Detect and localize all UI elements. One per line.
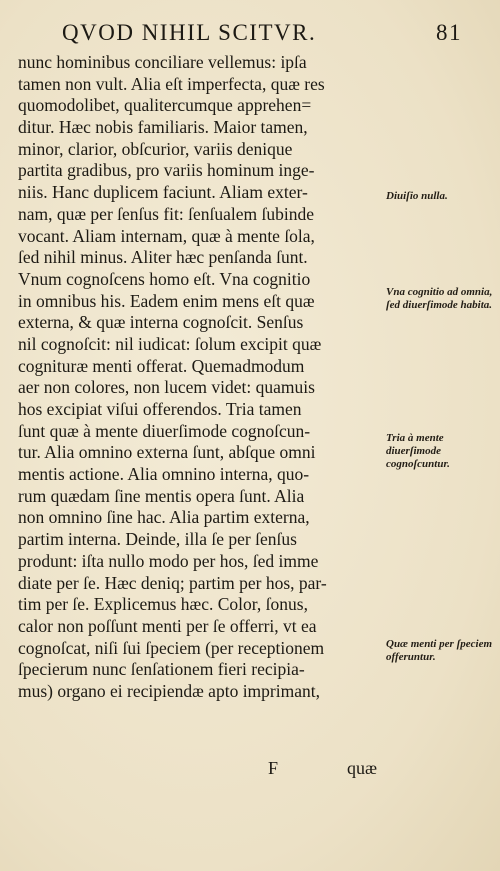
text-line: vocant. Aliam internam, quæ à mente ſola, bbox=[18, 225, 315, 246]
text-line: partita gradibus, pro variis hominum inge- bbox=[18, 160, 315, 181]
text-line: non omnino ſine hac. Alia partim externa, bbox=[18, 507, 310, 528]
text-line: cognituræ menti offerat. Quemadmodum bbox=[18, 355, 305, 376]
page-header bbox=[62, 20, 462, 50]
running-title: QVOD NIHIL SCITVR. bbox=[62, 20, 317, 45]
margin-note: Vna cognitio ad omnia, ſed diuerſimode habita. bbox=[386, 286, 493, 311]
text-line: ſed nihil minus. Aliter hæc penſanda ſunt. bbox=[18, 247, 308, 268]
text-line: hos excipiat viſui offerendos. Tria tamen bbox=[18, 399, 302, 419]
margin-note: Diuiſio nulla. bbox=[386, 190, 448, 202]
text-line: nam, quæ per ſenſus fit: ſenſualem ſubinde bbox=[18, 203, 314, 224]
text-line: in omnibus his. Eadem enim mens eſt quæ bbox=[18, 290, 315, 311]
text-line: minor, clarior, obſcurior, variis denique bbox=[18, 138, 293, 159]
text-line: mentis actione. Alia omnino interna, quo- bbox=[18, 464, 310, 485]
signature-mark: F bbox=[268, 758, 279, 778]
text-line: ditur. Hæc nobis familiaris. Maior tamen, bbox=[18, 117, 308, 138]
text-line: quomodolibet, qualitercumque apprehen= bbox=[18, 95, 312, 116]
text-line: tim per ſe. Explicemus hæc. Color, ſonus, bbox=[18, 594, 308, 615]
text-line: tamen non vult. Alia eſt imperfecta, quæ res bbox=[18, 73, 325, 94]
text-line: ſunt quæ à mente diuerſimode cognoſcun- bbox=[18, 420, 311, 441]
catchword: quæ bbox=[347, 758, 378, 778]
page-footer bbox=[0, 758, 500, 782]
text-line: tur. Alia omnino externa ſunt, abſque omni bbox=[18, 442, 316, 463]
text-line: partim interna. Deinde, illa ſe per ſenſus bbox=[18, 529, 297, 550]
text-line: externa, & quæ interna cognoſcit. Senſus bbox=[18, 312, 304, 333]
text-line: nil cognoſcit: nil iudicat: ſolum excipit quæ bbox=[18, 333, 322, 354]
text-line: Vnum cognoſcens homo eſt. Vna cognitio bbox=[18, 268, 311, 289]
text-line: aer non colores, non lucem videt: quamuis bbox=[18, 377, 315, 398]
margin-note: Quæ menti per ſpeciem offeruntur. bbox=[386, 638, 493, 663]
page-number: 81 bbox=[436, 20, 462, 45]
text-line: ſpecierum nunc ſenſationem fieri recipia- bbox=[18, 659, 305, 680]
text-line: cognoſcat, niſi ſui ſpeciem (per receptionem bbox=[18, 637, 325, 658]
text-line: produnt: iſta nullo modo per hos, ſed imme bbox=[18, 550, 319, 571]
text-line: calor non poſſunt menti per ſe offerri, vt ea bbox=[18, 615, 317, 636]
text-line: mus) organo ei recipiendæ apto imprimant, bbox=[18, 680, 320, 701]
text-line: nunc hominibus conciliare vellemus: ipſa bbox=[18, 52, 307, 72]
margin-note: Tria à mente diuerſimode cognoſcuntur. bbox=[386, 432, 450, 470]
text-line: diate per ſe. Hæc deniq; partim per hos, par- bbox=[18, 572, 327, 593]
main-text-block bbox=[18, 52, 388, 703]
text-line: niis. Hanc duplicem faciunt. Aliam exter- bbox=[18, 182, 308, 203]
text-line: rum quædam ſine mentis opera ſunt. Alia bbox=[18, 485, 305, 506]
